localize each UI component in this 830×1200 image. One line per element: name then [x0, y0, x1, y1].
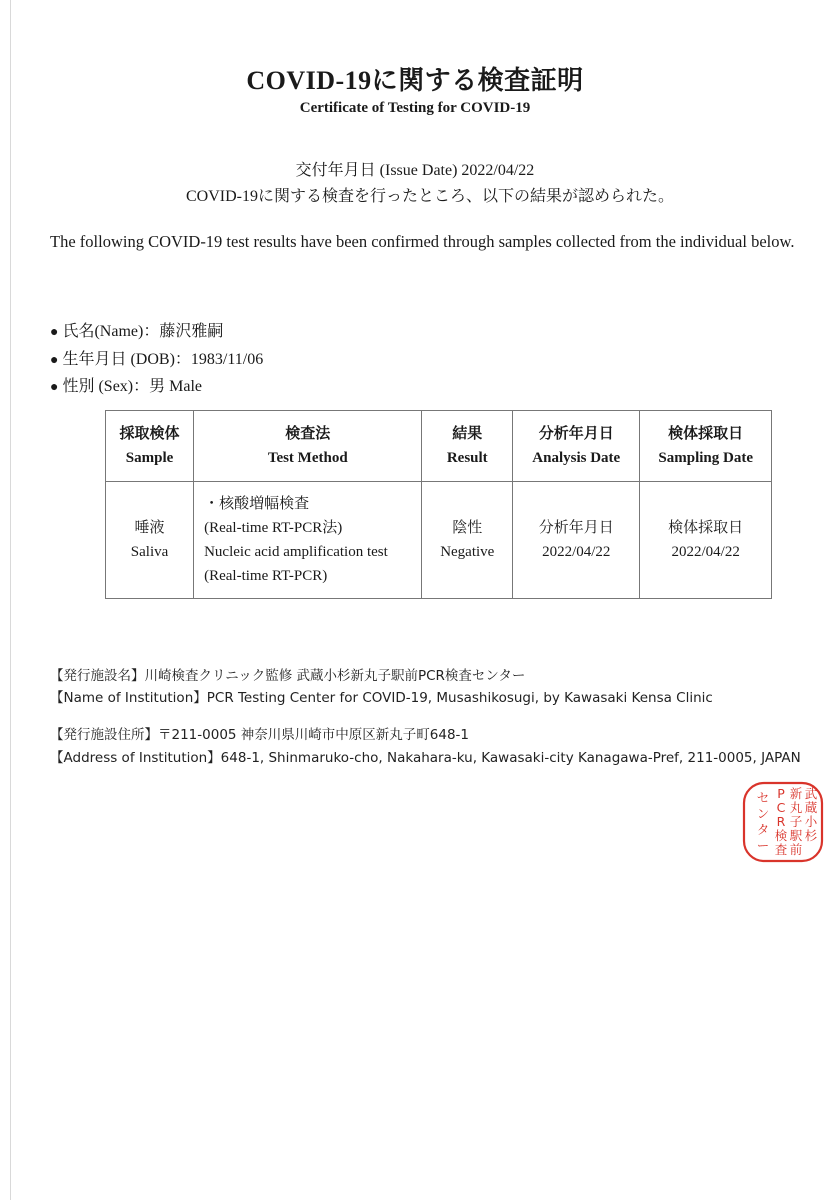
sex-value: 性別 (Sex)：男 Male	[62, 378, 203, 395]
certificate-title: COVID-19に関する検査証明	[246, 66, 584, 95]
svg-text:駅: 駅	[789, 828, 803, 843]
svg-text:丸: 丸	[789, 800, 803, 815]
page-edge	[10, 0, 11, 1200]
bullet-icon: ●	[50, 325, 59, 340]
svg-text:査: 査	[774, 842, 788, 857]
institution-address-ja: 【発行施設住所】〒211-0005 神奈川県川崎市中原区新丸子町648-1	[50, 727, 470, 743]
cell-test-method: ・核酸増幅検査 (Real-time RT-PCR法) Nucleic acid amplification test (Real-time RT-PCR)	[194, 482, 422, 599]
cell-result: 陰性 Negative	[422, 482, 513, 599]
svg-text:タ: タ	[756, 822, 770, 837]
name-value: 氏名(Name)：藤沢雅嗣	[62, 323, 224, 340]
institution-address-en: 【Address of Institution】648-1, Shinmaruko-cho, Nakahara-ku, Kawasaki-city Kanagawa-Pref, 211-0005, JAPAN	[50, 750, 801, 766]
results-table	[105, 410, 772, 599]
svg-text:C: C	[776, 800, 786, 815]
svg-text:小: 小	[804, 814, 818, 829]
cell-sampling-date: 検体採取日 2022/04/22	[640, 482, 772, 599]
name-field	[50, 318, 223, 341]
svg-text:前: 前	[789, 842, 803, 857]
header-analysis-date: 分析年月日 Analysis Date	[513, 411, 640, 482]
certificate-subtitle: Certificate of Testing for COVID-19	[299, 100, 531, 116]
svg-text:蔵: 蔵	[804, 800, 818, 815]
svg-text:ー: ー	[756, 838, 770, 853]
svg-text:R: R	[776, 814, 786, 829]
header-sampling-date: 検体採取日 Sampling Date	[640, 411, 772, 482]
svg-text:武: 武	[804, 786, 818, 801]
svg-text:検: 検	[774, 828, 788, 843]
svg-text:杉: 杉	[804, 828, 818, 843]
dob-value: 生年月日 (DOB)：1983/11/06	[62, 351, 264, 368]
svg-text:セ: セ	[756, 790, 770, 805]
institution-name-en: 【Name of Institution】PCR Testing Center for COVID-19, Musashikosugi, by Kawasaki Kensa Clinic	[50, 690, 713, 706]
bullet-icon: ●	[50, 353, 59, 368]
svg-text:ン: ン	[756, 806, 770, 821]
svg-text:新: 新	[789, 786, 803, 801]
intro-english: The following COVID-19 test results have been confirmed through samples collected from the individual below.	[50, 232, 795, 251]
cell-analysis-date: 分析年月日 2022/04/22	[513, 482, 640, 599]
institution-name-ja: 【発行施設名】川崎検査クリニック監修 武蔵小杉新丸子駅前PCR検査センター	[50, 668, 526, 684]
header-test-method: 検査法 Test Method	[194, 411, 422, 482]
svg-text:P: P	[777, 786, 785, 801]
table-header-row	[106, 411, 772, 482]
svg-text:子: 子	[789, 814, 803, 829]
table-row	[106, 482, 772, 599]
header-result: 結果 Result	[422, 411, 513, 482]
header-sample: 採取検体 Sample	[106, 411, 194, 482]
cell-sample: 唾液 Saliva	[106, 482, 194, 599]
institution-seal-stamp	[741, 780, 825, 864]
intro-japanese: COVID-19に関する検査を行ったところ、以下の結果が認められた。	[186, 188, 674, 205]
bullet-icon: ●	[50, 380, 59, 395]
sex-field	[50, 373, 202, 396]
dob-field	[50, 346, 263, 369]
issue-date: 交付年月日 (Issue Date) 2022/04/22	[295, 162, 535, 179]
